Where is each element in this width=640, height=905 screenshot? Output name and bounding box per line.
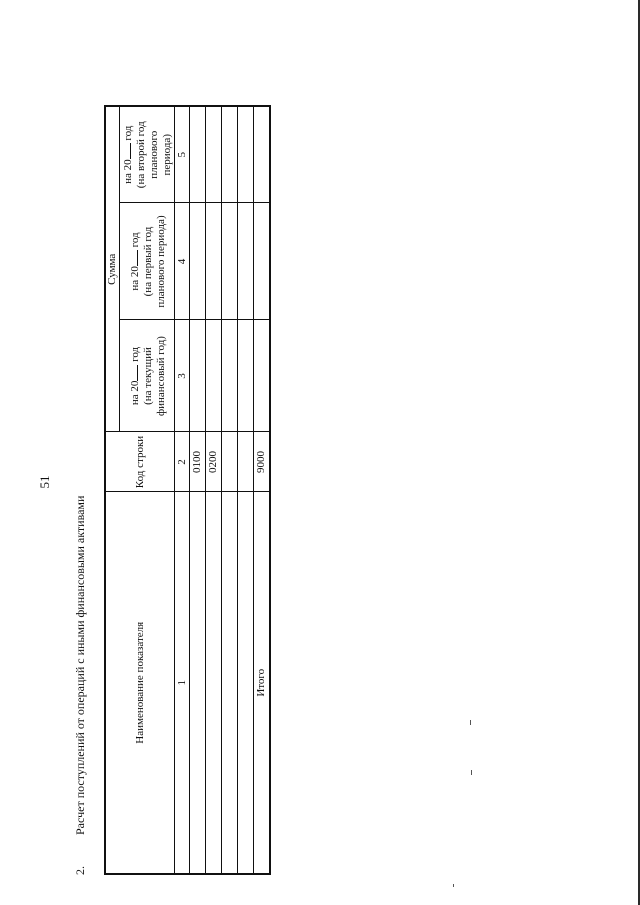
- row-value-cell: [238, 320, 254, 432]
- row-name-cell: [206, 492, 222, 874]
- row-value-cell: [190, 320, 206, 432]
- column-number: 4: [175, 203, 190, 320]
- table-row: [238, 106, 254, 874]
- total-row: [254, 106, 270, 874]
- column-number: 1: [175, 492, 190, 874]
- column-number: 2: [175, 432, 190, 492]
- total-value-cell: [254, 106, 270, 203]
- column-number-row: [175, 106, 190, 874]
- row-code-cell: 0200: [206, 432, 222, 492]
- total-label: Итого: [254, 492, 270, 874]
- total-value-cell: [254, 320, 270, 432]
- header-current-year: на 20 год (на текущий финансовый год): [120, 320, 175, 432]
- row-value-cell: [190, 203, 206, 320]
- scan-mark: [470, 720, 471, 725]
- row-value-cell: [190, 106, 206, 203]
- header-second-plan-year: на 20 год (на второй год планового периода): [120, 106, 175, 203]
- header-code: Код строки: [105, 432, 175, 492]
- page-number: 51: [37, 475, 52, 489]
- row-name-cell: [190, 492, 206, 874]
- table-row: [222, 106, 238, 874]
- header-first-plan-year: на 20 год (на первый год планового периода): [120, 203, 175, 320]
- scan-mark: [453, 884, 454, 887]
- total-code: 9000: [254, 432, 270, 492]
- column-number: 3: [175, 320, 190, 432]
- row-name-cell: [222, 492, 238, 874]
- table-row: [190, 106, 206, 874]
- section-heading: [70, 496, 90, 875]
- row-value-cell: [206, 106, 222, 203]
- total-value-cell: [254, 203, 270, 320]
- row-value-cell: [238, 203, 254, 320]
- table-row: [206, 106, 222, 874]
- rotated-page-content: [70, 95, 267, 875]
- row-value-cell: [222, 203, 238, 320]
- row-value-cell: [206, 203, 222, 320]
- section-title: Расчет поступлений от операций с иными финансовыми активами: [73, 495, 87, 835]
- row-name-cell: [238, 492, 254, 874]
- row-value-cell: [206, 320, 222, 432]
- income-calculation-table: [104, 105, 271, 875]
- column-number: 5: [175, 106, 190, 203]
- section-number: 2.: [73, 866, 87, 875]
- header-sum-group: Сумма: [105, 106, 120, 432]
- row-value-cell: [222, 320, 238, 432]
- row-value-cell: [222, 106, 238, 203]
- row-code-cell: [222, 432, 238, 492]
- row-code-cell: 0100: [190, 432, 206, 492]
- header-row: [105, 106, 120, 874]
- header-name: Наименование показателя: [105, 492, 175, 874]
- row-code-cell: [238, 432, 254, 492]
- scan-mark: [471, 770, 472, 775]
- row-value-cell: [238, 106, 254, 203]
